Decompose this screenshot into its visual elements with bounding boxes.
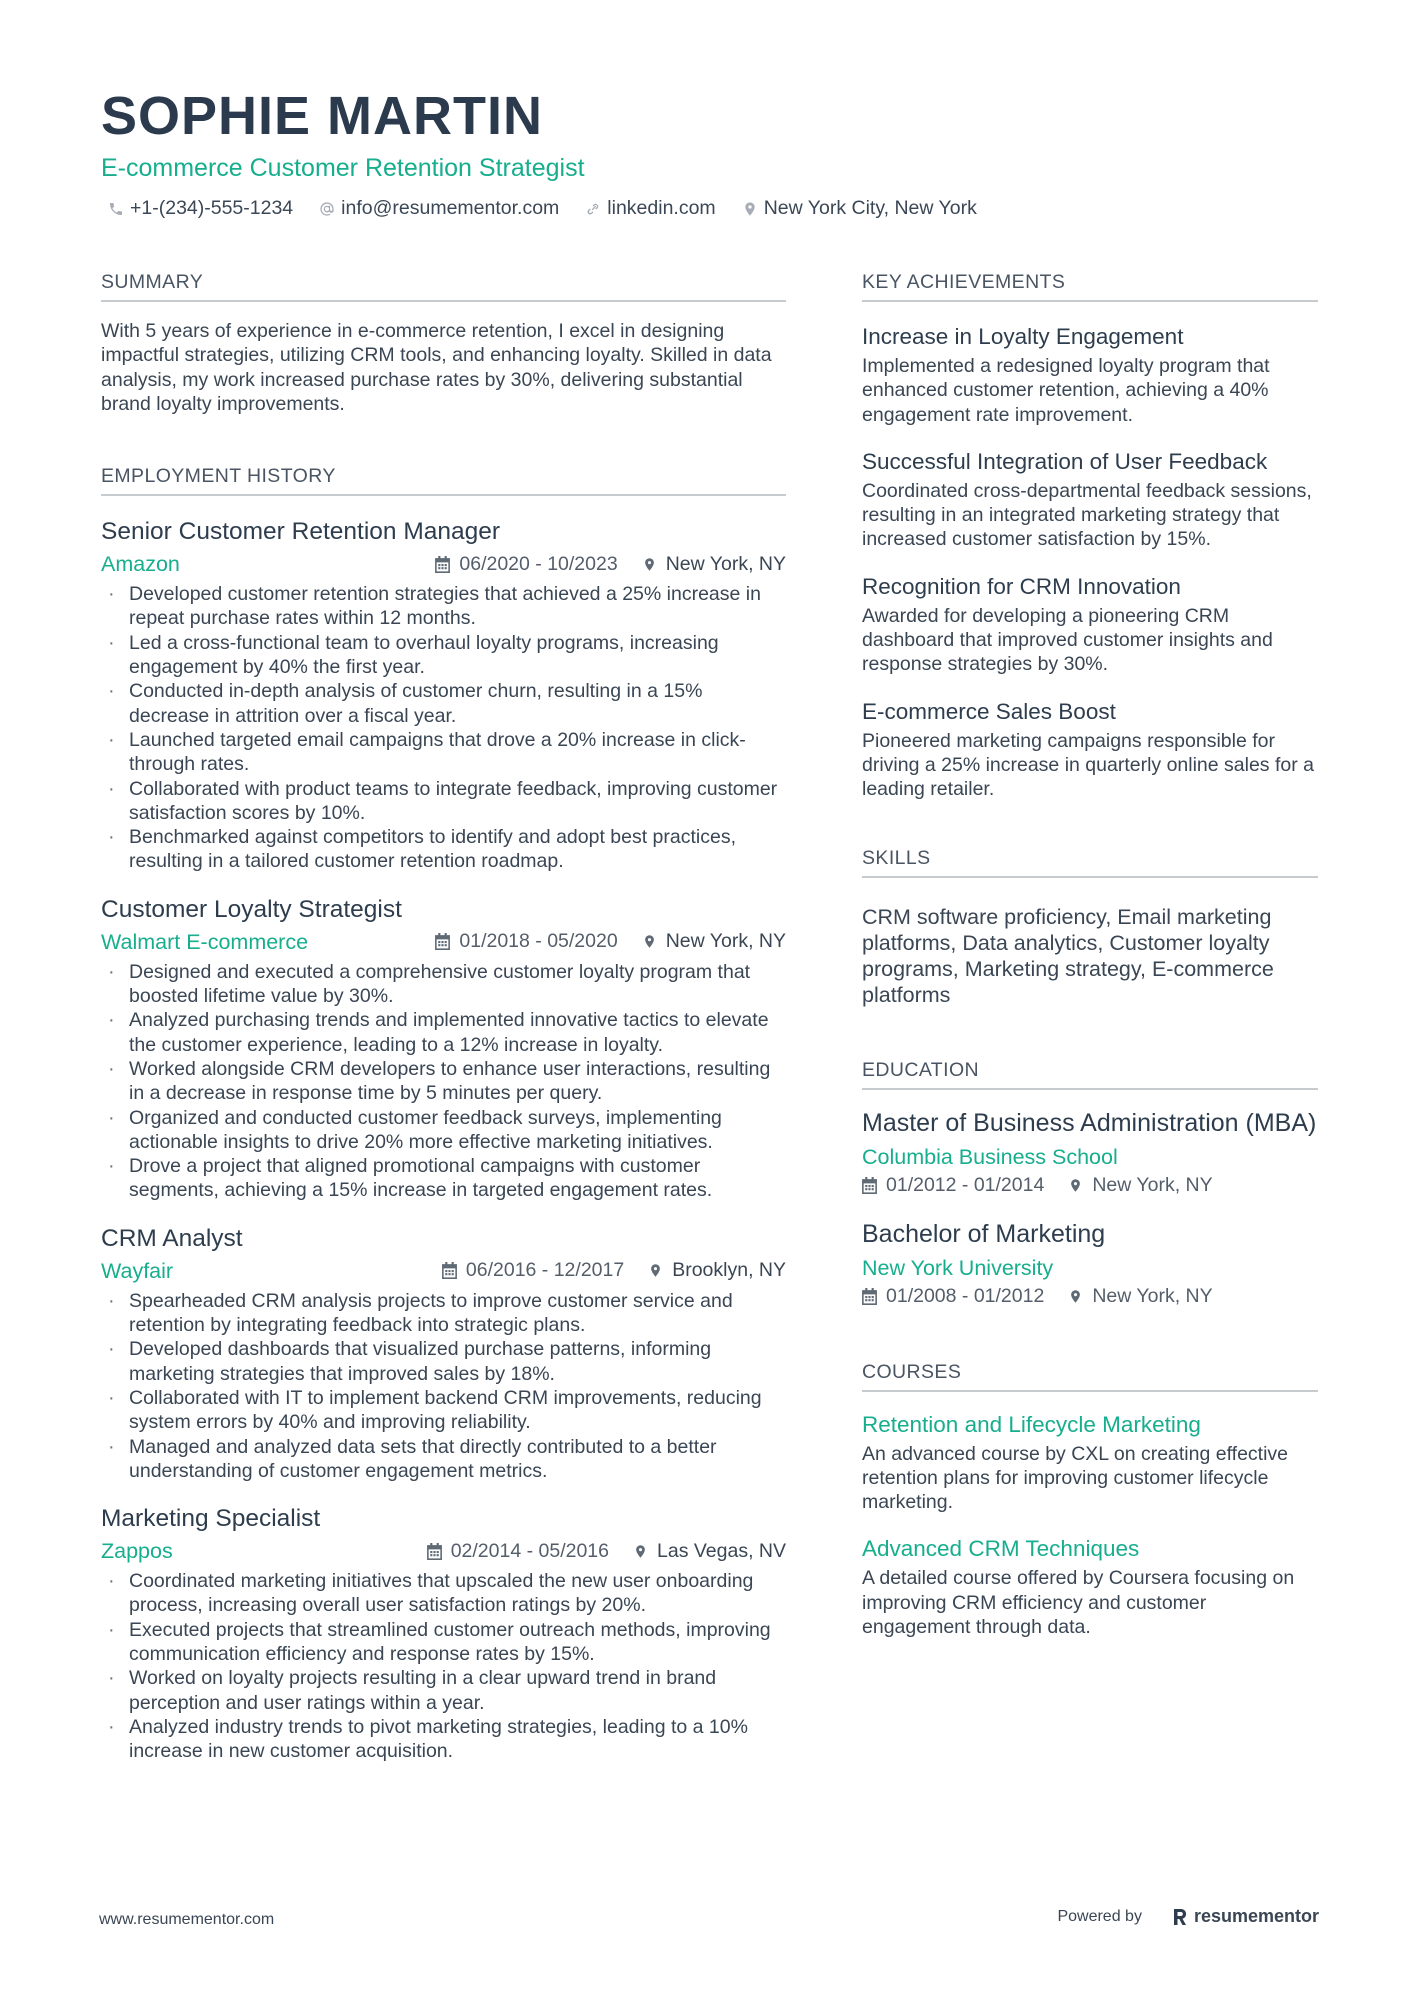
summary-heading: SUMMARY (101, 270, 786, 302)
map-pin-icon (642, 556, 657, 573)
resumementor-logo-icon (1172, 1907, 1188, 1927)
education-meta (862, 1285, 1318, 1308)
degree-name: Master of Business Administration (MBA) (862, 1108, 1317, 1137)
at-icon (319, 201, 335, 217)
summary-text: With 5 years of experience in e-commerce retention, I excel in designing impactful strategies, utilizing CRM tools, and enhancing loyalty. Skilled in data analysis, my work increased purchase rates by 30%, delivering substantial brand loyalty improvements. (101, 320, 772, 415)
bullet-item: · Managed and analyzed data sets that directly contributed to a better understanding of customer engagement metrics. (101, 1435, 786, 1484)
job-dates: 01/2018 - 05/2020 (435, 930, 617, 953)
job-dates: 06/2020 - 10/2023 (435, 553, 617, 576)
right-column (862, 270, 1318, 1639)
education-item (862, 1219, 1318, 1308)
bullet-item: · Analyzed purchasing trends and implemented innovative tactics to elevate the customer experience, leading to a 12% increase in loyalty. (101, 1008, 786, 1057)
education-dates: 01/2012 - 01/2014 (862, 1174, 1044, 1197)
education-meta (862, 1174, 1318, 1197)
job-dates: 02/2014 - 05/2016 (427, 1540, 609, 1563)
bullet-item: · Worked alongside CRM developers to enhance user interactions, resulting in a decrease in response time by 5 minutes per query. (101, 1057, 786, 1106)
calendar-icon (862, 1177, 877, 1194)
bullet-item: · Designed and executed a comprehensive customer loyalty program that boosted lifetime value by 30%. (101, 960, 786, 1009)
company-name: Wayfair (101, 1258, 174, 1283)
education-location: New York, NY (1068, 1285, 1212, 1308)
calendar-icon (435, 933, 450, 950)
bullet-item: · Led a cross-functional team to overhaul loyalty programs, increasing engagement by 40% the first year. (101, 631, 786, 680)
bullet-item: · Worked on loyalty projects resulting in a clear upward trend in brand perception and user ratings within a year. (101, 1666, 786, 1715)
calendar-icon (427, 1543, 442, 1560)
map-pin-icon (642, 933, 657, 950)
achievements-heading: KEY ACHIEVEMENTS (862, 270, 1318, 302)
bullet-item: · Collaborated with IT to implement backend CRM improvements, reducing system errors by 40% and improving reliability. (101, 1386, 786, 1435)
bullet-item: · Launched targeted email campaigns that drove a 20% increase in click-through rates. (101, 728, 786, 777)
brand-name: resumementor (1193, 1906, 1319, 1926)
education-item (862, 1108, 1318, 1197)
education-dates: 01/2008 - 01/2012 (862, 1285, 1044, 1308)
achievement-title: E-commerce Sales Boost (862, 698, 1116, 724)
map-pin-icon (1068, 1288, 1083, 1305)
achievement-title: Recognition for CRM Innovation (862, 573, 1181, 599)
contact-location (742, 197, 977, 220)
footer-website[interactable]: www.resumementor.com (99, 1911, 275, 1928)
contact-linkedin[interactable] (585, 197, 715, 220)
resume-header (101, 86, 1321, 220)
company-name: Amazon (101, 552, 180, 577)
bullet-item: · Developed dashboards that visualized purchase patterns, informing marketing strategies that improved sales by 18%. (101, 1337, 786, 1386)
footer-brand (1057, 1906, 1319, 1927)
bullet-item: · Benchmarked against competitors to identify and adopt best practices, resulting in a tailored customer retention roadmap. (101, 825, 786, 874)
candidate-name: SOPHIE MARTIN (101, 86, 544, 146)
job-title: Customer Loyalty Strategist (101, 895, 402, 923)
achievement-item (862, 572, 1318, 677)
location-text: New York City, New York (763, 197, 977, 219)
brand-logo[interactable] (1172, 1906, 1319, 1927)
map-pin-icon (633, 1543, 648, 1560)
bullet-item: · Executed projects that streamlined customer outreach methods, improving communication efficiency and response rates by 15%. (101, 1618, 786, 1667)
achievement-desc: Coordinated cross-departmental feedback sessions, resulting in an integrated marketing strategy that increased customer satisfaction by 15%. (862, 479, 1312, 551)
course-title: Retention and Lifecycle Marketing (862, 1411, 1201, 1437)
job-meta (101, 1257, 786, 1285)
courses-heading: COURSES (862, 1360, 1318, 1392)
job-title: Senior Customer Retention Manager (101, 518, 501, 546)
job-entry (101, 894, 786, 1203)
course-title: Advanced CRM Techniques (862, 1536, 1140, 1562)
candidate-title: E-commerce Customer Retention Strategist (101, 154, 585, 182)
achievement-desc: Pioneered marketing campaigns responsible for driving a 25% increase in quarterly online sales for a leading retailer. (862, 729, 1314, 801)
job-location: New York, NY (642, 553, 786, 576)
summary-section (101, 270, 786, 416)
job-title: Marketing Specialist (101, 1505, 321, 1533)
link-icon (585, 201, 601, 217)
course-desc: An advanced course by CXL on creating effective retention plans for improving customer lifecycle marketing. (862, 1442, 1289, 1514)
achievement-desc: Awarded for developing a pioneering CRM dashboard that improved customer insights and response strategies by 30%. (862, 604, 1273, 676)
job-location: Brooklyn, NY (648, 1259, 786, 1282)
achievement-item (862, 697, 1318, 802)
job-dates: 06/2016 - 12/2017 (442, 1259, 624, 1282)
job-bullets (101, 1289, 786, 1483)
bullet-item: · Analyzed industry trends to pivot marketing strategies, leading to a 10% increase in new customer acquisition. (101, 1715, 786, 1764)
education-section (862, 1058, 1318, 1308)
job-meta (101, 550, 786, 578)
skills-section (862, 846, 1318, 1008)
company-name: Zappos (101, 1539, 173, 1564)
achievement-item (862, 447, 1318, 552)
skills-text: CRM software proficiency, Email marketing platforms, Data analytics, Customer loyalty programs, Marketing strategy, E-commerce platforms (862, 904, 1274, 1007)
contact-email[interactable] (319, 197, 559, 220)
degree-name: Bachelor of Marketing (862, 1219, 1106, 1248)
phone-text: +1-(234)-555-1234 (130, 197, 294, 219)
job-location: New York, NY (642, 930, 786, 953)
education-heading: EDUCATION (862, 1058, 1318, 1090)
bullet-item: · Organized and conducted customer feedback surveys, implementing actionable insights to drive 20% more effective marketing initiatives. (101, 1106, 786, 1155)
bullet-item: · Developed customer retention strategies that achieved a 25% increase in repeat purchase rates within 12 months. (101, 582, 786, 631)
job-entry (101, 516, 786, 874)
job-meta (101, 1537, 786, 1565)
education-location: New York, NY (1068, 1174, 1212, 1197)
achievement-title: Increase in Loyalty Engagement (862, 324, 1184, 349)
linkedin-text[interactable]: linkedin.com (607, 197, 716, 219)
achievement-desc: Implemented a redesigned loyalty program that enhanced customer retention, achieving a 40% engagement rate improvement. (862, 355, 1270, 426)
contact-bar (108, 197, 1321, 220)
contact-phone (108, 197, 293, 220)
job-bullets (101, 960, 786, 1203)
left-column (101, 270, 786, 1763)
calendar-icon (862, 1288, 877, 1305)
employment-heading: EMPLOYMENT HISTORY (101, 464, 786, 496)
phone-icon (108, 201, 124, 217)
map-pin-icon (1068, 1177, 1083, 1194)
job-entry (101, 1503, 786, 1763)
calendar-icon (435, 556, 450, 573)
job-bullets (101, 582, 786, 874)
job-entry (101, 1223, 786, 1483)
bullet-item: · Spearheaded CRM analysis projects to improve customer service and retention by integrating feedback into strategic plans. (101, 1289, 786, 1338)
job-bullets (101, 1569, 786, 1763)
course-item (862, 1534, 1318, 1639)
school-name: Columbia Business School (862, 1144, 1118, 1169)
company-name: Walmart E-commerce (101, 929, 309, 954)
achievement-item (862, 322, 1318, 427)
bullet-item: · Collaborated with product teams to integrate feedback, improving customer satisfaction scores by 10%. (101, 777, 786, 826)
bullet-item: · Coordinated marketing initiatives that upscaled the new user onboarding process, increasing overall user satisfaction ratings by 20%. (101, 1569, 786, 1618)
bullet-item: · Conducted in-depth analysis of customer churn, resulting in a 15% decrease in attrition over a fiscal year. (101, 679, 786, 728)
course-item (862, 1410, 1318, 1515)
job-location: Las Vegas, NV (633, 1540, 786, 1563)
achievements-section (862, 270, 1318, 802)
map-pin-icon (742, 201, 758, 217)
school-name: New York University (862, 1255, 1054, 1280)
bullet-item: · Drove a project that aligned promotional campaigns with customer segments, achieving a 15% increase in targeted engagement rates. (101, 1154, 786, 1203)
course-desc: A detailed course offered by Coursera focusing on improving CRM efficiency and customer engagement through data. (862, 1567, 1295, 1639)
job-meta (101, 928, 786, 956)
powered-by-text: Powered by (1057, 1907, 1142, 1925)
email-text[interactable]: info@resumementor.com (341, 197, 560, 219)
employment-section (101, 464, 786, 1763)
map-pin-icon (648, 1262, 663, 1279)
courses-section (862, 1360, 1318, 1640)
skills-heading: SKILLS (862, 846, 1318, 878)
job-title: CRM Analyst (101, 1224, 243, 1252)
calendar-icon (442, 1262, 457, 1279)
achievement-title: Successful Integration of User Feedback (862, 448, 1268, 474)
